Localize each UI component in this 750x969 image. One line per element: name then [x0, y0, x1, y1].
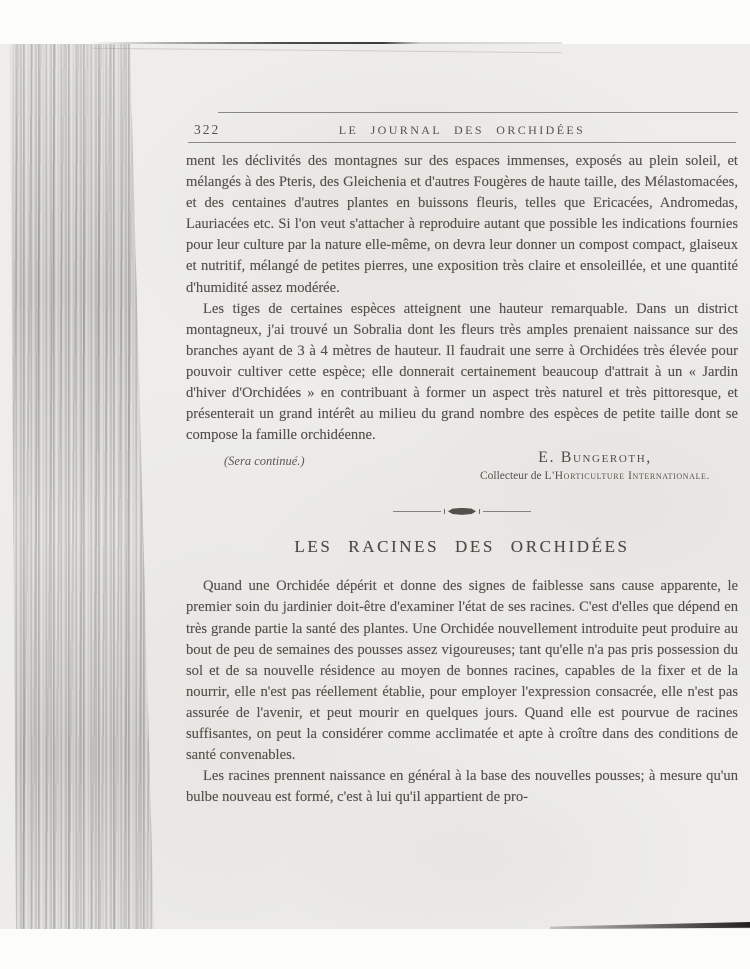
header-rule-bottom: [188, 142, 736, 143]
divider-diamond-icon: [448, 508, 476, 515]
article-title: LES RACINES DES ORCHIDÉES: [294, 537, 630, 557]
page-content: [186, 112, 738, 808]
author-signature: E. Bungeroth,: [538, 449, 652, 467]
page-top-edge-line: [88, 42, 562, 44]
divider-ornament: [377, 506, 547, 516]
author-role-prefix: Collecteur de: [479, 470, 545, 483]
header-rule-top: [218, 112, 738, 113]
page-number: 322: [194, 122, 221, 137]
paragraph: ment les déclivités des montagnes sur des espaces immenses, exposés au plein soleil, et mélangés à des Pteris, des Gleichenia et d'autres Fougères de haute taille, des Mélastomacées, et des centaines d'autres plantes en buissons fleuris, telles que Ericacées, Andromedas, Lauriacées etc. Si l'on veut s'attacher à reproduire autant que possible les indications fournies pour leur culture par la nature elle-même, on devra leur donner un compost compact, glaiseux et nutritif, mélangé de petites pierres, une exposition très claire et ensoleillée, et une quantité d'humidité assez modérée.: [186, 153, 738, 296]
article-byline: [186, 449, 738, 493]
divider-tick-left: [444, 509, 445, 514]
signature-block: [452, 449, 738, 482]
paragraph: Les racines prennent naissance en général à la base des nouvelles pousses; à mesure qu'un bulbe nouveau est formé, c'est à lui qu'il appartient de pro-: [186, 768, 738, 806]
page-header: [186, 118, 738, 142]
paragraph: Quand une Orchidée dépérit et donne des signes de faiblesse sans cause apparente, le premier soin du jardinier doit-être d'examiner l'état de ses racines. C'est d'elles que dépend en très grande partie la santé des plantes. Une Orchidée nouvellement introduite peut produire au bout de peu de semaines des pousses assez vigoureuses; tant qu'elle n'a pas pris possession du sol et de sa nouvelle résidence au moyen de bonnes racines, capables de la fixer et de la nourrir, elle n'est pas réellement établie, pour employer l'expression consacrée, elle n'est pas assurée de l'avenir, et peut mourir en quelques jours. Quand elle est pourvue de racines suffisantes, on peut la considérer comme acclimatée et apte à croître dans des conditions de santé convenables.: [186, 578, 738, 764]
paragraph: Les tiges de certaines espèces atteignent une hauteur remarquable. Dans un district montagneux, j'ai trouvé un Sobralia dont les fleurs très amples prenaient naissance sur des branches ayant de 3 à 4 mètres de hauteur. Il faudrait une serre à Orchidées très élevée pour pouvoir cultiver cette espèce; elle donnerait certainement beaucoup d'attrait à un « Jardin d'hiver d'Orchidées » en contribuant à former un aspect très naturel et très pittoresque, et présenterait un grand intérêt au milieu du grand nombre des espèces de petite taille dont se compose la famille orchidéenne.: [186, 300, 738, 444]
divider-line-left: [393, 511, 441, 512]
continuation-note: (Sera continué.): [224, 454, 305, 469]
divider-line-right: [483, 511, 531, 512]
author-role: [452, 470, 738, 482]
journal-title: LE JOURNAL DES ORCHIDÉES: [338, 123, 586, 137]
article-continuation-body: [186, 151, 738, 446]
author-role-name: L'Horticulture Internationale.: [544, 470, 711, 483]
divider-tick-right: [479, 509, 480, 514]
article-body: [186, 576, 738, 808]
